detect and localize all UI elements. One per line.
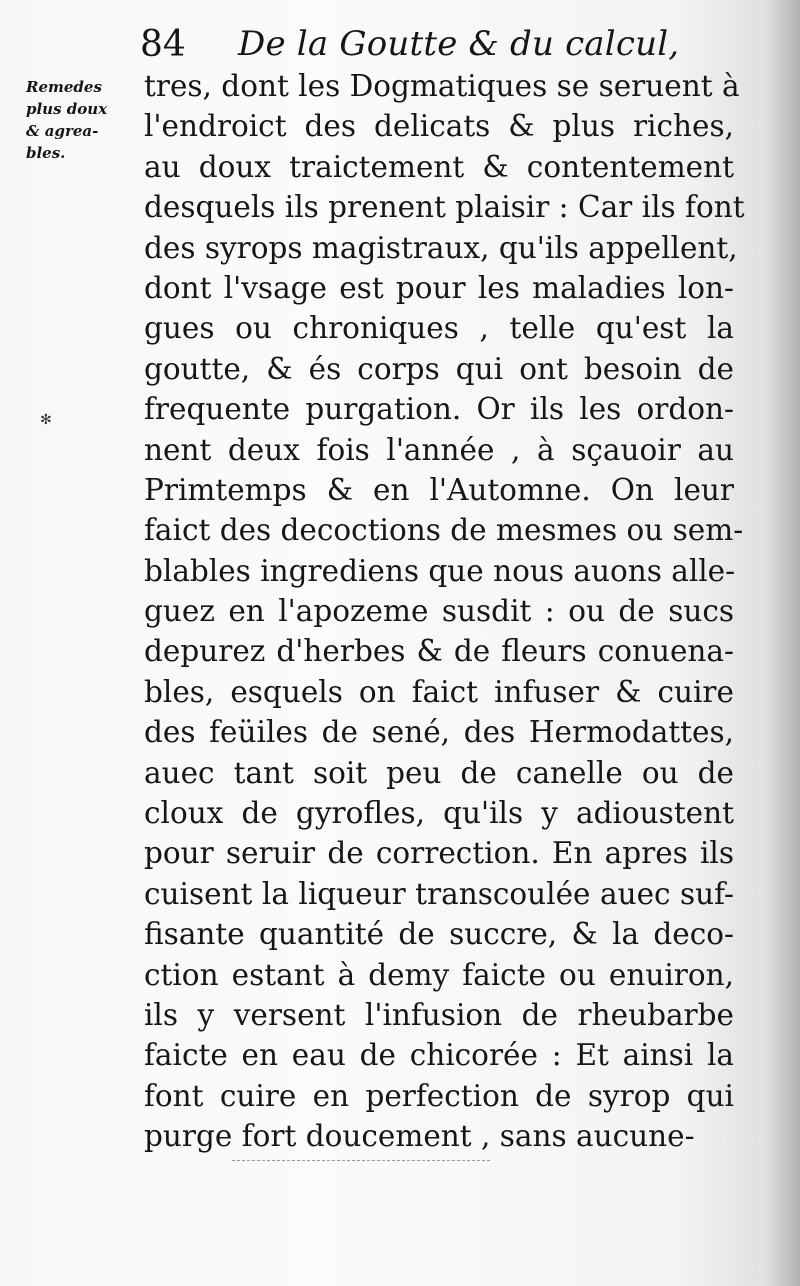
text-line: blables ingrediens que nous auons alle- <box>144 553 736 588</box>
text-line: des feüiles de sené, des Hermodattes, <box>144 715 734 750</box>
text-line: nent deux fois l'année , à sçauoir au <box>144 432 734 467</box>
page-number: 84 <box>140 24 186 65</box>
text-line: fisante quantité de succre, & la deco- <box>144 917 734 952</box>
text-line: Primtemps & en l'Automne. On leur <box>144 472 734 507</box>
margin-note-line: bles. <box>26 144 66 162</box>
text-line: des syrops magistraux, qu'ils appellent, <box>144 230 738 265</box>
text-line: guez en l'apozeme susdit : ou de sucs <box>144 594 734 629</box>
underline-mark <box>232 1160 490 1161</box>
body-text <box>144 66 745 1157</box>
text-line: ils y versent l'infusion de rheubarbe <box>144 997 734 1032</box>
ink-speck: ✻ <box>40 412 52 428</box>
margin-note-line: & agrea- <box>26 122 99 140</box>
text-line: dont l'vsage est pour les maladies lon- <box>144 270 734 305</box>
text-line: font cuire en perfection de syrop qui <box>144 1078 734 1113</box>
running-title: De la Goutte & du calcul, <box>238 24 680 64</box>
text-line: purge fort doucement , sans aucune- <box>144 1119 695 1154</box>
text-line: ction estant à demy faicte ou enuiron, <box>144 957 734 992</box>
text-line: cuisent la liqueur transcoulée auec suf- <box>144 876 734 911</box>
text-line: bles, esquels on faict infuser & cuire <box>144 674 734 709</box>
text-line: desquels ils prenent plaisir : Car ils font <box>144 190 745 225</box>
margin-note-line: Remedes <box>26 78 102 96</box>
text-line: auec tant soit peu de canelle ou de <box>144 755 734 790</box>
text-line: l'endroict des delicats & plus riches, <box>144 109 734 144</box>
text-line: frequente purgation. Or ils les ordon- <box>144 392 734 427</box>
page-header <box>140 18 740 68</box>
text-line: cloux de gyrofles, qu'ils y adioustent <box>144 796 734 831</box>
page-edge-shadow <box>766 0 800 1286</box>
text-line: goutte, & és corps qui ont besoin de <box>144 351 734 386</box>
text-line: gues ou chroniques , telle qu'est la <box>144 311 734 346</box>
text-line: faict des decoctions de mesmes ou sem- <box>144 513 744 548</box>
text-line: pour seruir de correction. En apres ils <box>144 836 734 871</box>
text-line: faicte en eau de chicorée : Et ainsi la <box>144 1038 734 1073</box>
margin-note-line: plus doux <box>26 100 108 118</box>
text-line: au doux traictement & contentement <box>144 149 734 184</box>
text-line: tres, dont les Dogmatiques se seruent à <box>144 69 740 103</box>
text-line: depurez d'herbes & de fleurs conuena- <box>144 634 734 669</box>
margin-note <box>26 76 144 164</box>
